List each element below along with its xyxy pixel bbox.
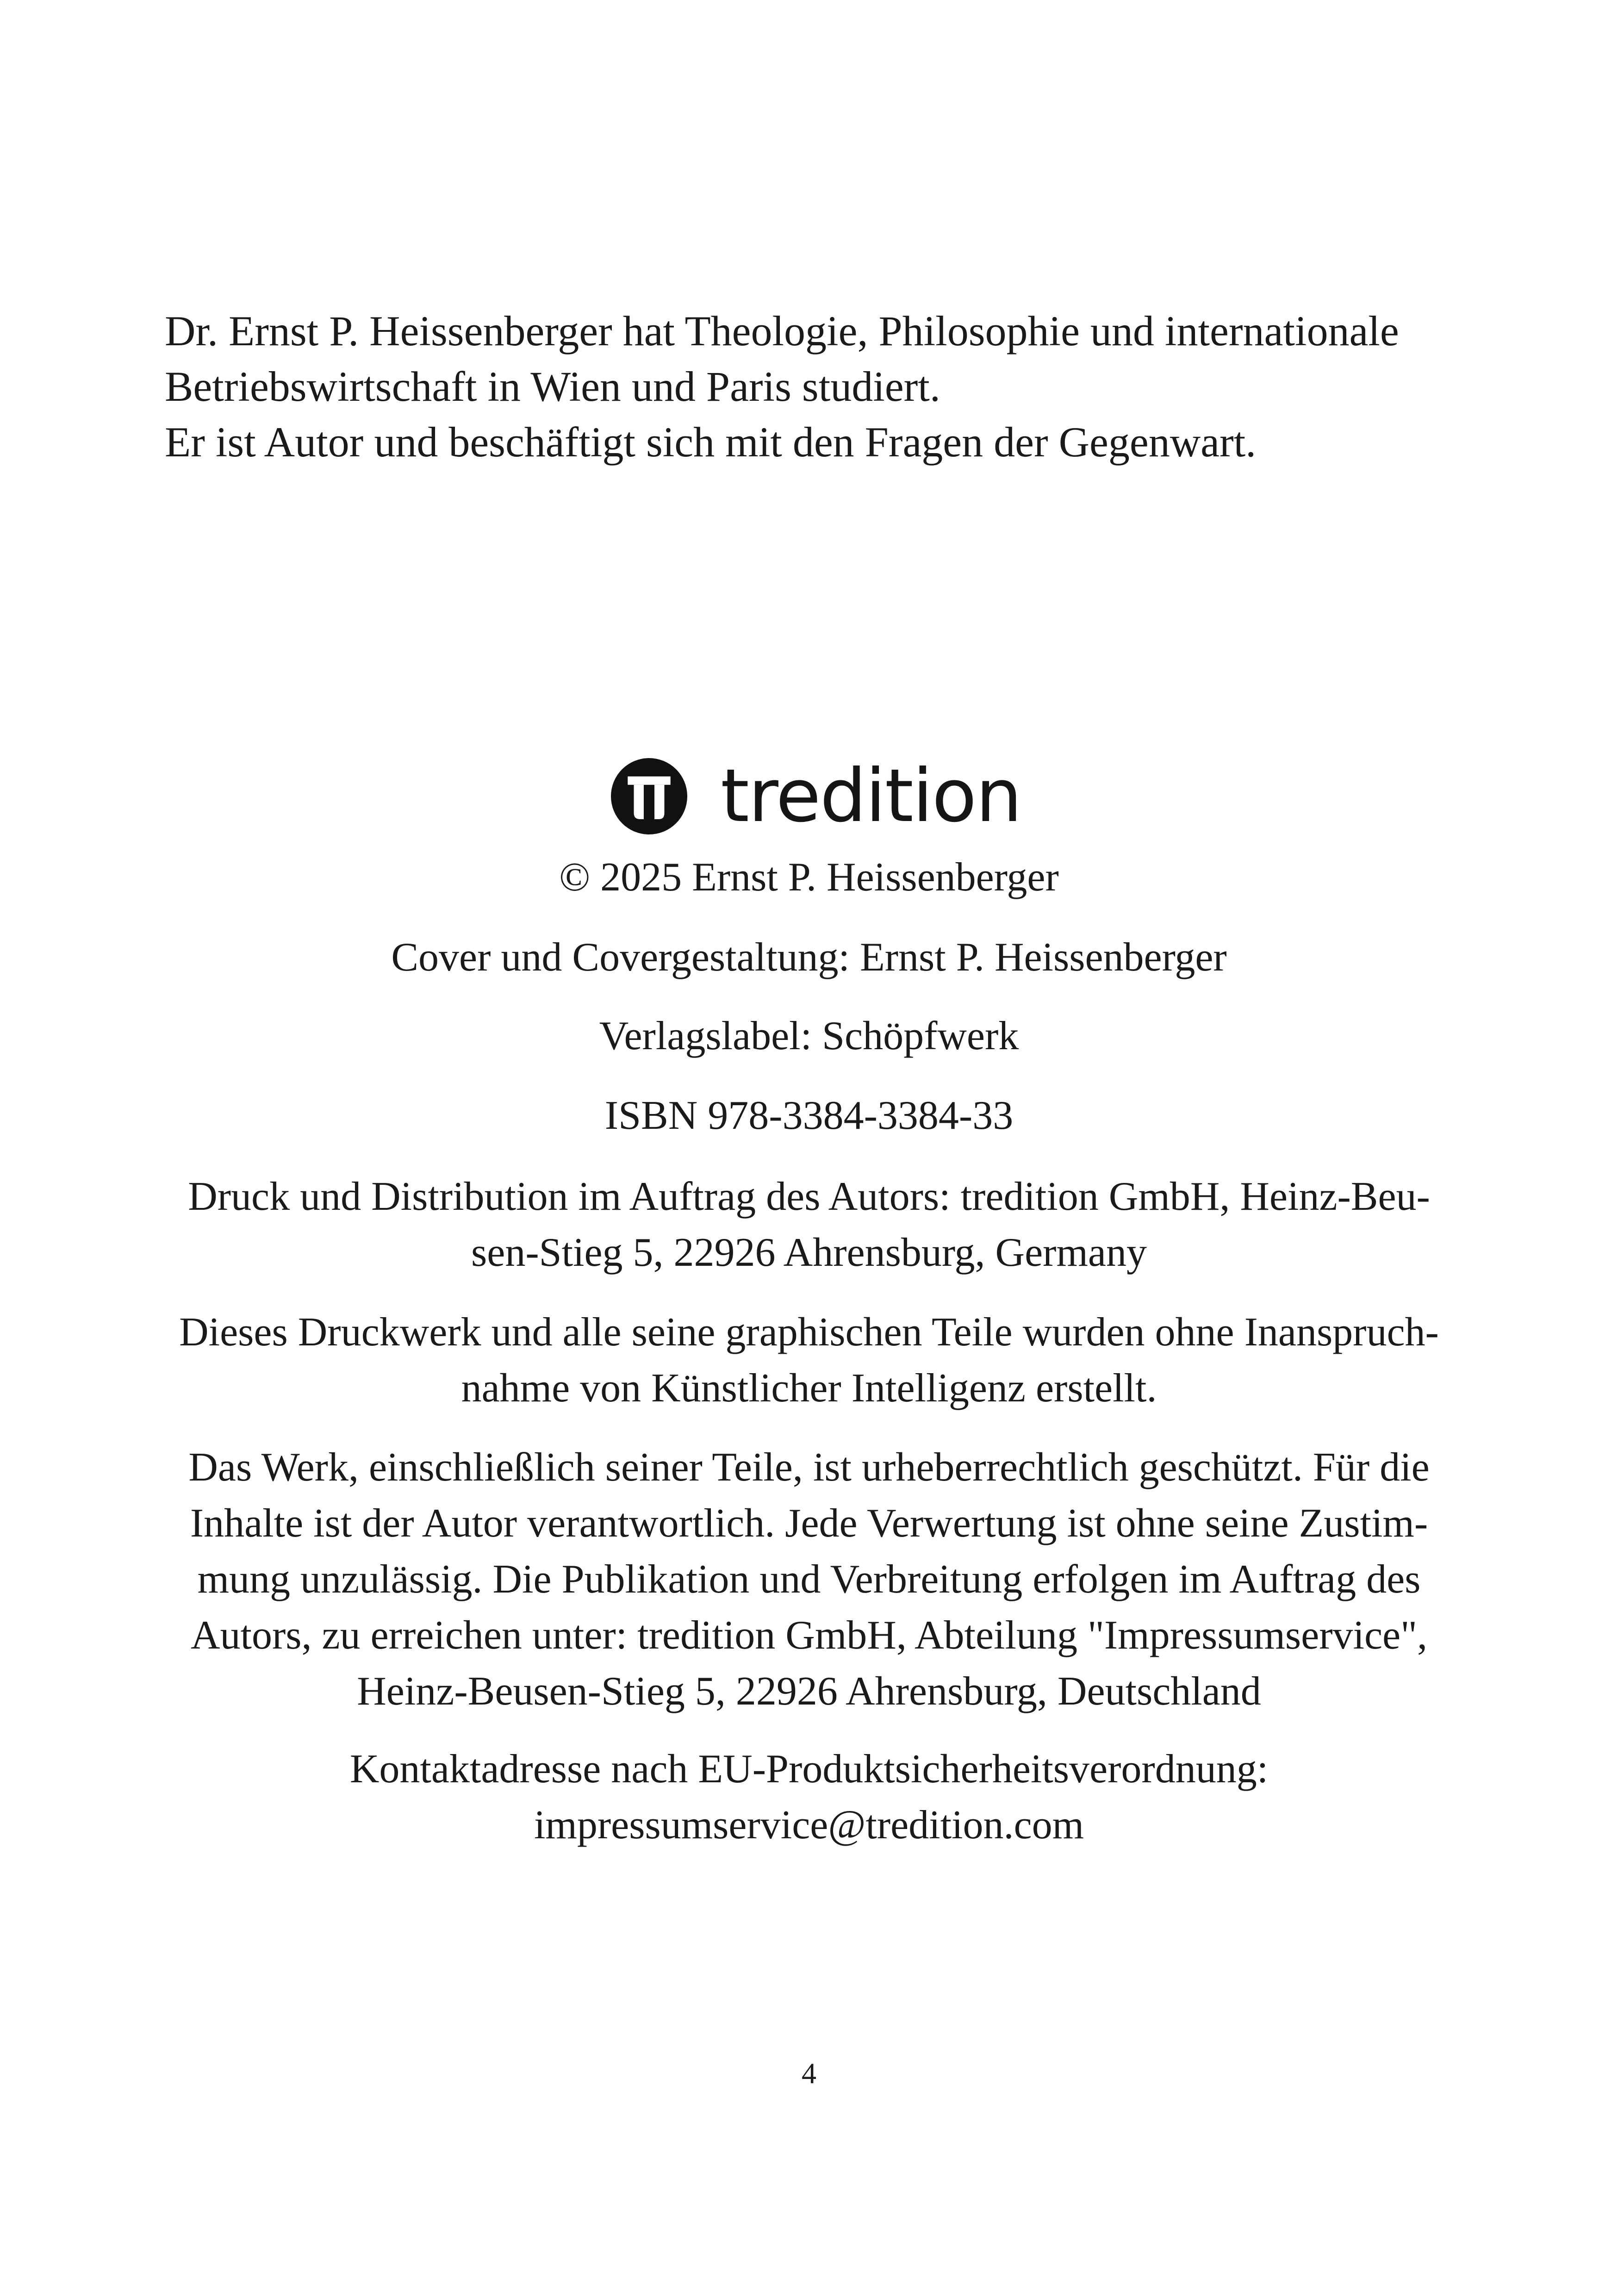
- ai-notice-line: nahme von Künstlicher Intelligenz erstellt.: [461, 1366, 1157, 1411]
- publisher-label-line: Verlagslabel: Schöpfwerk: [599, 1014, 1019, 1058]
- copyright-line: © 2025 Ernst P. Heissenberger: [559, 855, 1059, 900]
- contact-notice: [161, 1741, 1457, 1853]
- ai-notice: [161, 1304, 1457, 1416]
- publisher-logo: [611, 754, 1021, 838]
- cover-credit-line: Cover und Covergestaltung: Ernst P. Heissenberger: [391, 935, 1227, 980]
- ai-notice-line: Dieses Druckwerk und alle seine graphischen Teile wurden ohne Inanspruch-: [179, 1310, 1439, 1355]
- contact-email: impressumservice@tredition.com: [534, 1803, 1084, 1848]
- rights-notice-line: Autors, zu erreichen unter: tredition GmbH, Abteilung "Impressumservice",: [190, 1613, 1428, 1658]
- page-number: 4: [802, 2057, 816, 2090]
- isbn-line: ISBN 978-3384-3384-33: [604, 1093, 1014, 1138]
- contact-notice-line: Kontaktadresse nach EU-Produktsicherheitsverordnung:: [349, 1747, 1269, 1792]
- rights-notice-line: Das Werk, einschließlich seiner Teile, ist urheberrechtlich geschützt. Für die: [188, 1445, 1430, 1490]
- distribution-notice-line: Druck und Distribution im Auftrag des Autors: tredition GmbH, Heinz-Beu-: [188, 1174, 1430, 1219]
- author-bio-line: Dr. Ernst P. Heissenberger hat Theologie, Philosophie und internationale: [165, 307, 1399, 355]
- rights-notice: [161, 1439, 1457, 1719]
- publisher-name: tredition: [721, 753, 1021, 839]
- rights-notice-line: Inhalte ist der Autor verantwortlich. Jede Verwertung ist ohne seine Zustim-: [190, 1501, 1428, 1546]
- author-bio-line: Betriebswirtschaft in Wien und Paris studiert.: [165, 363, 940, 410]
- author-bio: [165, 303, 1461, 470]
- author-bio-line: Er ist Autor und beschäftigt sich mit den Fragen der Gegenwart.: [165, 418, 1257, 466]
- distribution-notice: [161, 1169, 1457, 1281]
- tredition-logo-icon: [611, 758, 687, 834]
- rights-notice-line: mung unzulässig. Die Publikation und Verbreitung erfolgen im Auftrag des: [197, 1557, 1421, 1602]
- distribution-notice-line: sen-Stieg 5, 22926 Ahrensburg, Germany: [471, 1230, 1147, 1275]
- rights-notice-line: Heinz-Beusen-Stieg 5, 22926 Ahrensburg, Deutschland: [357, 1669, 1261, 1714]
